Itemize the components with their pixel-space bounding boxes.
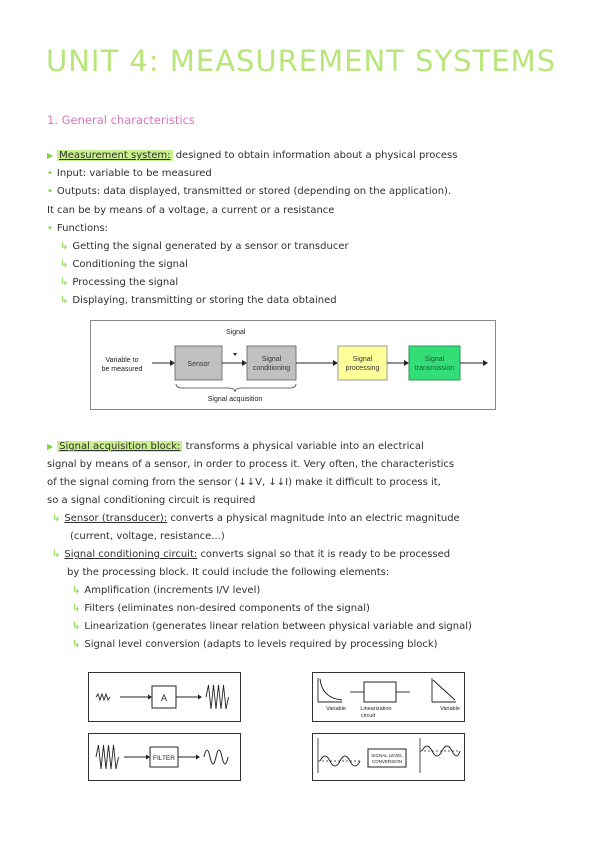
signal-label: Signal — [226, 329, 246, 336]
level-conversion-block — [368, 749, 406, 767]
level-conversion-figure — [312, 733, 465, 781]
linearization-block — [364, 682, 396, 702]
svg-text:circuit: circuit — [360, 713, 376, 719]
acquisition-label: Signal acquisition — [207, 396, 263, 403]
arrow-bullet-icon: ↳ — [52, 549, 61, 560]
arrow-bullet-icon: ↳ — [60, 241, 69, 252]
svg-text:Linearization: Linearization — [360, 706, 392, 712]
bullet-dot-icon: • — [47, 168, 53, 179]
function-item: ↳ Getting the signal generated by a sensor or transducer — [60, 241, 349, 252]
acquisition-term: Signal acquisition block: — [59, 441, 181, 452]
svg-text:Signal: Signal — [352, 356, 373, 363]
arrow-bullet-icon: ↳ — [72, 585, 81, 596]
acquisition-line-2: signal by means of a sensor, in order to process it. Very often, the characteristics — [47, 459, 455, 470]
bullet-dot-icon: • — [47, 223, 53, 234]
arrow-bullet-icon: ↳ — [52, 513, 61, 524]
input-line: • Input: variable to be measured — [47, 168, 212, 179]
function-item: ↳ Processing the signal — [60, 277, 179, 288]
svg-text:CONVERSION: CONVERSION — [371, 759, 403, 764]
amplifier-figure — [88, 672, 241, 722]
measurement-system-definition: designed to obtain information about a physical process — [175, 150, 458, 161]
function-item: ↳ Conditioning the signal — [60, 259, 188, 270]
sensor-label: Sensor — [187, 361, 210, 368]
conditioning-block — [247, 346, 296, 380]
arrow-bullet-icon: ↳ — [72, 639, 81, 650]
sensor-line-2: (current, voltage, resistance...) — [70, 531, 225, 542]
conditioning-term: Signal conditioning circuit: — [64, 549, 198, 560]
triangle-bullet-icon: ▶ — [47, 442, 54, 451]
arrow-bullet-icon: ↳ — [60, 259, 69, 270]
acquisition-line-4: so a signal conditioning circuit is required — [47, 495, 256, 506]
input-label-1: Variable to — [105, 357, 139, 364]
svg-text:Variable: Variable — [326, 706, 346, 712]
bullet-dot-icon: • — [47, 186, 53, 197]
arrow-bullet-icon: ↳ — [60, 295, 69, 306]
element-item: ↳ Linearization (generates linear relation between physical variable and signal) — [72, 621, 472, 632]
functions-label-line: • Functions: — [47, 223, 109, 234]
page-title: UNIT 4: MEASUREMENT SYSTEMS — [46, 44, 557, 78]
acquisition-line-1: ▶ Signal acquisition block: transforms a physical variable into an electrical — [47, 441, 424, 452]
function-item: ↳ Displaying, transmitting or storing the data obtained — [60, 295, 337, 306]
element-item: ↳ Signal level conversion (adapts to levels required by processing block) — [72, 639, 438, 650]
transmission-block — [409, 346, 460, 380]
acquisition-line-3: of the signal coming from the sensor (↓↓V, ↓↓I) make it difficult to process it, — [47, 477, 441, 488]
element-item: ↳ Amplification (increments I/V level) — [72, 585, 261, 596]
sensor-line: ↳ Sensor (transducer): converts a physical magnitude into an electric magnitude — [52, 513, 460, 524]
section-heading: 1. General characteristics — [47, 113, 195, 127]
arrow-bullet-icon: ↳ — [72, 603, 81, 614]
triangle-bullet-icon: ▶ — [47, 151, 54, 160]
svg-text:SIGNAL LEVEL: SIGNAL LEVEL — [371, 753, 403, 758]
arrow-bullet-icon: ↳ — [72, 621, 81, 632]
conditioning-line-2: by the processing block. It could include the following elements: — [67, 567, 390, 578]
filter-label: FILTER — [153, 755, 175, 762]
svg-text:conditioning: conditioning — [252, 365, 291, 372]
outputs-line: • Outputs: data displayed, transmitted or stored (depending on the application). — [47, 186, 452, 197]
conditioning-line: ↳ Signal conditioning circuit: converts signal so that it is ready to be processed — [52, 549, 451, 560]
block-diagram — [90, 320, 496, 410]
svg-text:Signal: Signal — [424, 356, 445, 363]
svg-text:processing: processing — [345, 365, 380, 372]
amplifier-label: A — [160, 693, 168, 703]
processing-block — [338, 346, 387, 380]
measurement-system-term: Measurement system: — [59, 150, 171, 161]
linearization-figure — [312, 672, 465, 722]
arrow-bullet-icon: ↳ — [60, 277, 69, 288]
sensor-term: Sensor (transducer): — [64, 513, 168, 524]
measurement-system-line — [47, 150, 457, 161]
svg-text:Variable: Variable — [440, 706, 460, 712]
element-item: ↳ Filters (eliminates non-desired components of the signal) — [72, 603, 370, 614]
input-label-2: be measured — [101, 366, 143, 373]
outputs-continuation: It can be by means of a voltage, a current or a resistance — [47, 205, 335, 216]
svg-text:Signal: Signal — [261, 356, 282, 363]
svg-text:transmission: transmission — [414, 365, 455, 372]
filter-figure — [88, 733, 241, 781]
